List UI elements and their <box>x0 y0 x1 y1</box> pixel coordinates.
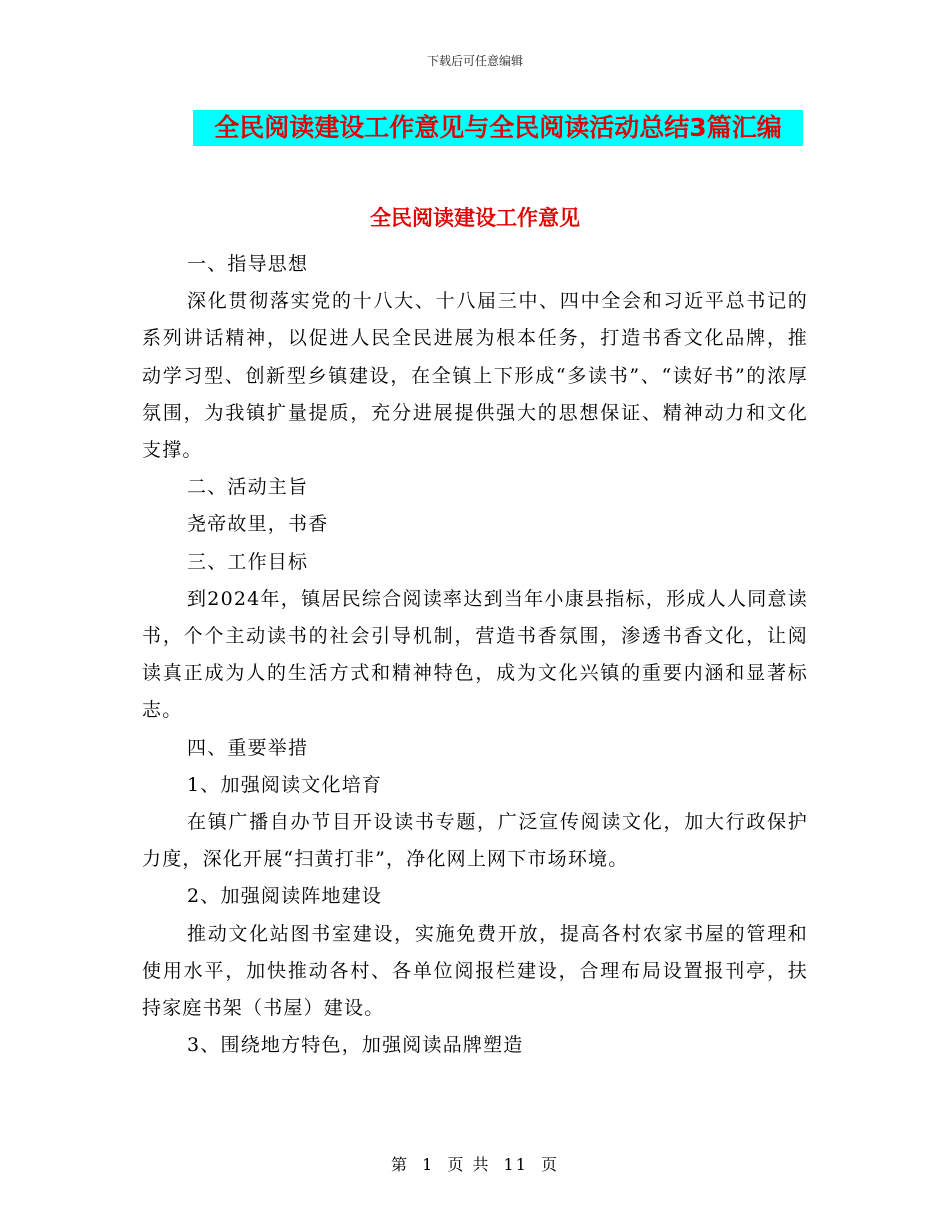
footer-page-number: 1 <box>422 1155 435 1174</box>
subheading-measure-2: 2、加强阅读阵地建设 <box>187 885 383 908</box>
page-footer <box>0 1152 950 1175</box>
document-body <box>142 246 808 1064</box>
subheading-measure-1: 1、加强阅读文化培育 <box>187 773 383 796</box>
footer-prefix: 第 <box>390 1155 409 1174</box>
paragraph-guiding-ideology: 深化贯彻落实党的十八大、十八届三中、四中全会和习近平总书记的系列讲话精神，以促进人民全民进展为根本任务，打造书香文化品牌，推动学习型、创新型乡镇建设，在全镇上下形成“多读书”、“读好书”的浓厚氛围，为我镇扩量提质，充分进展提供强大的思想保证、精神动力和文化支撑。 <box>142 290 808 462</box>
footer-mid: 页 共 <box>447 1155 491 1174</box>
header-note: 下载后可任意编辑 <box>426 54 523 68</box>
section-title: 全民阅读建设工作意见 <box>370 206 580 230</box>
footer-suffix: 页 <box>541 1155 560 1174</box>
paragraph-activity-theme: 尧帝故里，书香 <box>187 513 329 536</box>
paragraph-measure-1: 在镇广播自办节目开设读书专题，广泛宣传阅读文化，加大行政保护力度，深化开展“扫黄打非”，净化网上网下市场环境。 <box>142 811 808 871</box>
paragraph-work-goals: 到2024年，镇居民综合阅读率达到当年小康县指标，形成人人同意读书，个个主动读书的社会引导机制，营造书香氛围，渗透书香文化，让阅读真正成为人的生活方式和精神特色，成为文化兴镇的重要内涵和显著标志。 <box>142 587 808 722</box>
heading-key-measures: 四、重要举措 <box>187 736 309 759</box>
main-title-highlight <box>193 110 803 146</box>
footer-total-pages: 11 <box>503 1155 528 1174</box>
subheading-measure-3: 3、围绕地方特色，加强阅读品牌塑造 <box>187 1034 524 1057</box>
heading-guiding-ideology: 一、指导思想 <box>187 253 309 275</box>
paragraph-measure-2: 推动文化站图书室建设，实施免费开放，提高各村农家书屋的管理和使用水平，加快推动各村、各单位阅报栏建设，合理布局设置报刊亭，扶持家庭书架（书屋）建设。 <box>142 922 808 1020</box>
heading-work-goals: 三、工作目标 <box>187 550 309 573</box>
main-title: 全民阅读建设工作意见与全民阅读活动总结3篇汇编 <box>214 113 782 142</box>
heading-activity-theme: 二、活动主旨 <box>187 476 309 499</box>
